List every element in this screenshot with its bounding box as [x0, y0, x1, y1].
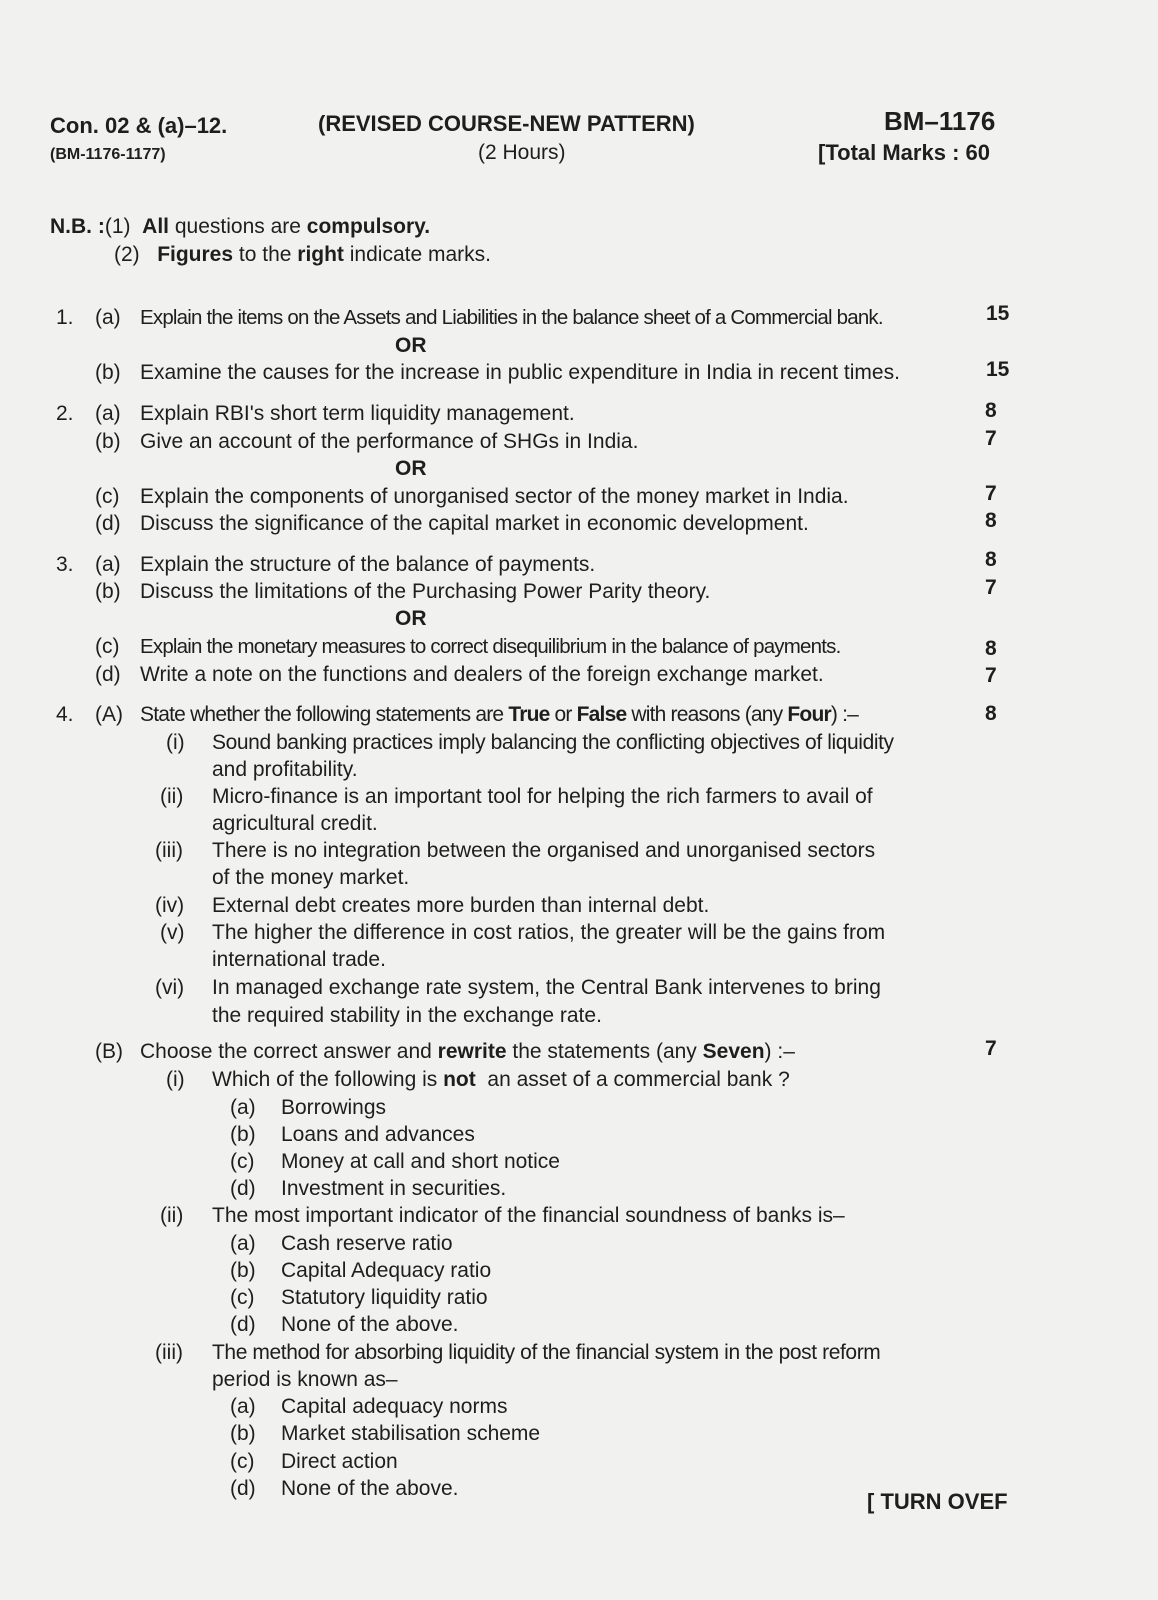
q1a-marks: 15	[986, 302, 1010, 325]
mcq-option-text: Capital Adequacy ratio	[281, 1259, 492, 1282]
q1b-marks: 15	[986, 358, 1010, 381]
q2a-label: (a)	[95, 402, 121, 425]
q4B-label: (B)	[95, 1040, 123, 1063]
q2b-marks: 7	[985, 427, 997, 450]
q3d-text: Write a note on the functions and dealers of the foreign exchange market.	[140, 663, 824, 686]
course-title: (REVISED COURSE-NEW PATTERN)	[318, 111, 695, 136]
mcq-number: (ii)	[160, 1204, 184, 1227]
mcq-option-label: (d)	[230, 1177, 256, 1200]
mcq-option-label: (c)	[230, 1286, 255, 1309]
mcq-option-text: None of the above.	[281, 1477, 459, 1500]
mcq-option-label: (d)	[230, 1477, 256, 1500]
q4A-item-line: agricultural credit.	[212, 812, 378, 835]
q4B-instruction: Choose the correct answer and rewrite the statements (any Seven) :–	[140, 1040, 795, 1063]
mcq-option-label: (d)	[230, 1313, 256, 1336]
q4A-item-line: Micro-finance is an important tool for helping the rich farmers to avail of	[212, 785, 873, 808]
or-divider: OR	[395, 334, 427, 357]
turn-over: [ TURN OVEF	[867, 1489, 1008, 1514]
mcq-option-label: (a)	[230, 1395, 256, 1418]
mcq-number: (i)	[166, 1068, 185, 1091]
mcq-option-text: Market stabilisation scheme	[281, 1422, 541, 1445]
q3b-marks: 7	[985, 576, 997, 599]
q4A-marks: 8	[985, 702, 997, 725]
q3b-text: Discuss the limitations of the Purchasing Power Parity theory.	[140, 580, 711, 603]
q4A-item-number: (vi)	[155, 976, 185, 999]
mcq-option-label: (a)	[230, 1096, 256, 1119]
total-marks: [Total Marks : 60	[818, 140, 990, 165]
q3a-label: (a)	[95, 553, 121, 576]
q3d-marks: 7	[985, 664, 997, 687]
q4-number: 4.	[56, 703, 74, 726]
q4A-label: (A)	[95, 703, 123, 726]
duration: (2 Hours)	[478, 141, 566, 164]
q3a-text: Explain the structure of the balance of payments.	[140, 553, 596, 576]
mcq-option-text: Investment in securities.	[281, 1177, 507, 1200]
q3c-marks: 8	[985, 637, 997, 660]
q2c-label: (c)	[95, 485, 120, 508]
or-divider: OR	[395, 607, 427, 630]
q4A-item-line: In managed exchange rate system, the Central Bank intervenes to bring	[212, 976, 881, 999]
mcq-question: The method for absorbing liquidity of the financial system in the post reform	[212, 1341, 881, 1364]
mcq-option-text: Money at call and short notice	[281, 1150, 560, 1173]
q3d-label: (d)	[95, 663, 121, 686]
mcq-option-label: (b)	[230, 1259, 256, 1282]
q1b-label: (b)	[95, 361, 121, 384]
q3a-marks: 8	[985, 548, 997, 571]
q4A-item-line: and profitability.	[212, 758, 358, 781]
paper-code: BM–1176	[884, 106, 996, 136]
mcq-option-text: Cash reserve ratio	[281, 1232, 453, 1255]
mcq-number: (iii)	[155, 1341, 183, 1364]
mcq-option-text: None of the above.	[281, 1313, 459, 1336]
mcq-option-text: Statutory liquidity ratio	[281, 1286, 488, 1309]
mcq-option-label: (c)	[230, 1150, 255, 1173]
q2a-marks: 8	[985, 399, 997, 422]
q4A-item-number: (iv)	[155, 894, 185, 917]
q4A-item-number: (ii)	[160, 785, 184, 808]
q2b-text: Give an account of the performance of SHGs in India.	[140, 430, 639, 453]
code-range: (BM-1176-1177)	[50, 146, 166, 163]
or-divider: OR	[395, 457, 427, 480]
q2c-text: Explain the components of unorganised sector of the money market in India.	[140, 485, 849, 508]
q3c-text: Explain the monetary measures to correct disequilibrium in the balance of payments.	[140, 635, 841, 658]
nb-section: N.B. :(1) All questions are compulsory.	[50, 215, 431, 238]
mcq-option-label: (c)	[230, 1450, 255, 1473]
q2b-label: (b)	[95, 430, 121, 453]
q3b-label: (b)	[95, 580, 121, 603]
nb-item-2: (2) Figures to the right indicate marks.	[114, 243, 491, 266]
q4B-marks: 7	[985, 1037, 997, 1060]
q2c-marks: 7	[985, 482, 997, 505]
q4A-item-number: (iii)	[155, 839, 183, 862]
mcq-option-text: Capital adequacy norms	[281, 1395, 508, 1418]
q4A-item-number: (i)	[166, 731, 185, 754]
q2-number: 2.	[56, 402, 74, 425]
q4A-item-number: (v)	[160, 921, 185, 944]
q2d-label: (d)	[95, 512, 121, 535]
q1b-text: Examine the causes for the increase in public expenditure in India in recent times.	[140, 361, 900, 384]
mcq-option-label: (b)	[230, 1123, 256, 1146]
mcq-question: The most important indicator of the financial soundness of banks is–	[212, 1204, 845, 1227]
q4A-item-line: There is no integration between the organised and unorganised sectors	[212, 839, 876, 862]
q3-number: 3.	[56, 553, 74, 576]
con-number: Con. 02 & (a)–12.	[50, 113, 228, 138]
q4A-item-line: of the money market.	[212, 866, 410, 889]
q1a-label: (a)	[95, 306, 121, 329]
q4A-item-line: External debt creates more burden than internal debt.	[212, 894, 710, 917]
mcq-question-line2: period is known as–	[212, 1368, 398, 1391]
q4A-item-line: international trade.	[212, 948, 386, 971]
mcq-option-text: Direct action	[281, 1450, 398, 1473]
q2d-marks: 8	[985, 509, 997, 532]
q4A-item-line: The higher the difference in cost ratios, the greater will be the gains from	[212, 921, 886, 944]
mcq-option-text: Loans and advances	[281, 1123, 475, 1146]
q4A-item-line: Sound banking practices imply balancing the conflicting objectives of liquidity	[212, 731, 894, 754]
mcq-option-label: (b)	[230, 1422, 256, 1445]
q4A-instruction: State whether the following statements are True or False with reasons (any Four) :–	[140, 703, 859, 726]
q4A-item-line: the required stability in the exchange rate.	[212, 1004, 602, 1027]
q1-number: 1.	[56, 306, 74, 329]
q2a-text: Explain RBI's short term liquidity management.	[140, 402, 575, 425]
mcq-option-label: (a)	[230, 1232, 256, 1255]
q2d-text: Discuss the significance of the capital market in economic development.	[140, 512, 809, 535]
q1a-text: Explain the items on the Assets and Liabilities in the balance sheet of a Commercial bank.	[140, 306, 883, 329]
mcq-question: Which of the following is not an asset of a commercial bank ?	[212, 1068, 790, 1091]
mcq-option-text: Borrowings	[281, 1096, 387, 1119]
q3c-label: (c)	[95, 635, 120, 658]
nb-label: N.B. :	[50, 215, 105, 238]
